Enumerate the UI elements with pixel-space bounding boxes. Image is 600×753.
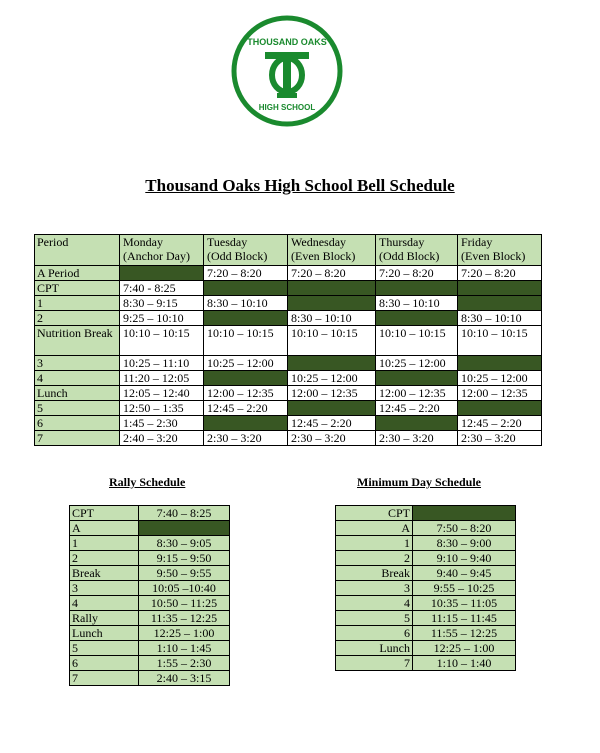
time-cell: 7:40 - 8:25: [120, 281, 204, 296]
time-cell: 11:55 – 12:25: [413, 626, 516, 641]
time-cell: 10:25 – 12:00: [204, 356, 288, 371]
time-cell: [120, 266, 204, 281]
period-label: Break: [70, 566, 139, 581]
time-cell: [288, 281, 376, 296]
column-header-line: (Even Block): [461, 249, 526, 263]
time-cell: 10:25 – 12:00: [376, 356, 458, 371]
period-label: 7: [70, 671, 139, 686]
time-cell: [458, 401, 542, 416]
table-row: [336, 611, 516, 626]
period-label: 7: [336, 656, 413, 671]
column-header-line: (Anchor Day): [123, 249, 190, 263]
table-row: [336, 581, 516, 596]
time-cell: 2:40 – 3:20: [120, 431, 204, 446]
period-label: 7: [35, 431, 120, 446]
table-row: [35, 401, 542, 416]
time-cell: 7:20 – 8:20: [204, 266, 288, 281]
time-cell: 1:10 – 1:45: [139, 641, 230, 656]
table-row: [336, 566, 516, 581]
time-cell: [288, 356, 376, 371]
period-label: 4: [70, 596, 139, 611]
time-cell: 11:15 – 11:45: [413, 611, 516, 626]
table-row: [35, 431, 542, 446]
time-cell: [458, 296, 542, 311]
time-cell: 9:55 – 10:25: [413, 581, 516, 596]
table-row: [70, 521, 230, 536]
time-cell: 10:25 – 12:00: [288, 371, 376, 386]
period-label: 1: [35, 296, 120, 311]
table-row: [70, 581, 230, 596]
table-row: [35, 386, 542, 401]
time-cell: [204, 281, 288, 296]
table-row: [70, 641, 230, 656]
time-cell: [458, 281, 542, 296]
time-cell: 1:45 – 2:30: [120, 416, 204, 431]
period-label: 5: [336, 611, 413, 626]
time-cell: 12:05 – 12:40: [120, 386, 204, 401]
time-cell: 10:05 –10:40: [139, 581, 230, 596]
table-row: [336, 551, 516, 566]
table-row: [35, 371, 542, 386]
time-cell: 11:20 – 12:05: [120, 371, 204, 386]
period-label: 2: [35, 311, 120, 326]
time-cell: 2:30 – 3:20: [376, 431, 458, 446]
time-cell: 12:45 – 2:20: [204, 401, 288, 416]
time-cell: 12:45 – 2:20: [458, 416, 542, 431]
time-cell: 10:10 – 10:15: [204, 326, 288, 356]
rally-schedule-title: Rally Schedule: [109, 475, 186, 489]
time-cell: 8:30 – 10:10: [376, 296, 458, 311]
time-cell: 10:25 – 12:00: [458, 371, 542, 386]
page-title: Thousand Oaks High School Bell Schedule: [145, 176, 455, 195]
column-header-line: Thursday: [379, 235, 425, 249]
minimum-day-schedule-title: Minimum Day Schedule: [357, 475, 482, 489]
time-cell: 2:30 – 3:20: [288, 431, 376, 446]
time-cell: 10:10 – 10:15: [458, 326, 542, 356]
time-cell: 9:50 – 9:55: [139, 566, 230, 581]
table-row: [70, 596, 230, 611]
time-cell: 12:00 – 12:35: [458, 386, 542, 401]
period-label: Lunch: [70, 626, 139, 641]
time-cell: 9:15 – 9:50: [139, 551, 230, 566]
table-row: [35, 281, 542, 296]
time-cell: 12:00 – 12:35: [288, 386, 376, 401]
logo-top-text: THOUSAND OAKS: [247, 37, 327, 47]
column-header: [288, 235, 376, 266]
table-row: [70, 551, 230, 566]
time-cell: [458, 356, 542, 371]
period-label: Nutrition Break: [35, 326, 120, 356]
table-row: [35, 311, 542, 326]
time-cell: 12:45 – 2:20: [288, 416, 376, 431]
time-cell: [288, 401, 376, 416]
period-label: 1: [70, 536, 139, 551]
time-cell: 2:30 – 3:20: [458, 431, 542, 446]
time-cell: 12:45 – 2:20: [376, 401, 458, 416]
period-label: 6: [35, 416, 120, 431]
column-header: [35, 235, 120, 266]
time-cell: 9:40 – 9:45: [413, 566, 516, 581]
period-label: CPT: [70, 506, 139, 521]
table-row: [70, 626, 230, 641]
period-label: Lunch: [336, 641, 413, 656]
time-cell: [376, 281, 458, 296]
column-header-line: Tuesday: [207, 235, 248, 249]
school-logo: [231, 15, 343, 127]
rally-schedule-table: [69, 505, 230, 686]
period-label: A: [70, 521, 139, 536]
period-label: 3: [336, 581, 413, 596]
column-header-line: Period: [37, 235, 69, 249]
period-label: 3: [35, 356, 120, 371]
column-header-line: (Odd Block): [379, 249, 440, 263]
table-row: [336, 536, 516, 551]
table-row: [35, 266, 542, 281]
period-label: CPT: [35, 281, 120, 296]
period-label: A Period: [35, 266, 120, 281]
time-cell: 7:20 – 8:20: [376, 266, 458, 281]
logo-bottom-text: HIGH SCHOOL: [258, 103, 316, 112]
period-label: 5: [35, 401, 120, 416]
table-row: [35, 296, 542, 311]
period-label: 3: [70, 581, 139, 596]
table-row: [336, 521, 516, 536]
time-cell: 2:30 – 3:20: [204, 431, 288, 446]
period-label: 1: [336, 536, 413, 551]
time-cell: 8:30 – 9:00: [413, 536, 516, 551]
time-cell: 8:30 – 9:15: [120, 296, 204, 311]
time-cell: 8:30 – 10:10: [458, 311, 542, 326]
time-cell: 1:55 – 2:30: [139, 656, 230, 671]
period-label: CPT: [336, 506, 413, 521]
period-label: Break: [336, 566, 413, 581]
table-row: [336, 656, 516, 671]
period-label: 2: [70, 551, 139, 566]
time-cell: 1:10 – 1:40: [413, 656, 516, 671]
period-label: 6: [70, 656, 139, 671]
time-cell: [204, 311, 288, 326]
column-header: [204, 235, 288, 266]
time-cell: 8:30 – 9:05: [139, 536, 230, 551]
table-row: [35, 356, 542, 371]
time-cell: 11:35 – 12:25: [139, 611, 230, 626]
table-row: [70, 506, 230, 521]
table-row: [70, 611, 230, 626]
time-cell: 12:25 – 1:00: [139, 626, 230, 641]
period-label: 2: [336, 551, 413, 566]
time-cell: 2:40 – 3:15: [139, 671, 230, 686]
time-cell: 8:30 – 10:10: [288, 311, 376, 326]
time-cell: 12:50 – 1:35: [120, 401, 204, 416]
column-header: [376, 235, 458, 266]
time-cell: [413, 506, 516, 521]
column-header-line: Wednesday: [291, 235, 347, 249]
period-label: 5: [70, 641, 139, 656]
time-cell: 8:30 – 10:10: [204, 296, 288, 311]
time-cell: 10:10 – 10:15: [376, 326, 458, 356]
time-cell: 7:20 – 8:20: [458, 266, 542, 281]
table-row: [336, 506, 516, 521]
time-cell: 10:50 – 11:25: [139, 596, 230, 611]
time-cell: 10:35 – 11:05: [413, 596, 516, 611]
time-cell: [376, 371, 458, 386]
time-cell: 10:10 – 10:15: [288, 326, 376, 356]
column-header-line: Monday: [123, 235, 163, 249]
period-label: Lunch: [35, 386, 120, 401]
period-label: Rally: [70, 611, 139, 626]
period-label: 4: [35, 371, 120, 386]
column-header-line: Friday: [461, 235, 493, 249]
time-cell: [139, 521, 230, 536]
period-label: A: [336, 521, 413, 536]
table-row: [336, 641, 516, 656]
time-cell: 10:10 – 10:15: [120, 326, 204, 356]
time-cell: 7:50 – 8:20: [413, 521, 516, 536]
table-row: [70, 566, 230, 581]
table-row: [35, 416, 542, 431]
time-cell: 12:25 – 1:00: [413, 641, 516, 656]
time-cell: 7:40 – 8:25: [139, 506, 230, 521]
time-cell: [288, 296, 376, 311]
column-header: [458, 235, 542, 266]
time-cell: 9:25 – 10:10: [120, 311, 204, 326]
table-row: [70, 656, 230, 671]
time-cell: 12:00 – 12:35: [376, 386, 458, 401]
time-cell: [204, 371, 288, 386]
minimum-day-schedule-table: [335, 505, 516, 671]
bell-schedule-table: [34, 234, 542, 446]
table-row: [35, 326, 542, 356]
period-label: 4: [336, 596, 413, 611]
time-cell: 12:00 – 12:35: [204, 386, 288, 401]
time-cell: [376, 311, 458, 326]
table-row: [70, 671, 230, 686]
table-row: [336, 626, 516, 641]
column-header: [120, 235, 204, 266]
time-cell: 10:25 – 11:10: [120, 356, 204, 371]
column-header-line: (Odd Block): [207, 249, 268, 263]
time-cell: [204, 416, 288, 431]
time-cell: 7:20 – 8:20: [288, 266, 376, 281]
table-row: [336, 596, 516, 611]
time-cell: 9:10 – 9:40: [413, 551, 516, 566]
table-header-row: [35, 235, 542, 266]
time-cell: [376, 416, 458, 431]
period-label: 6: [336, 626, 413, 641]
column-header-line: (Even Block): [291, 249, 356, 263]
table-row: [70, 536, 230, 551]
